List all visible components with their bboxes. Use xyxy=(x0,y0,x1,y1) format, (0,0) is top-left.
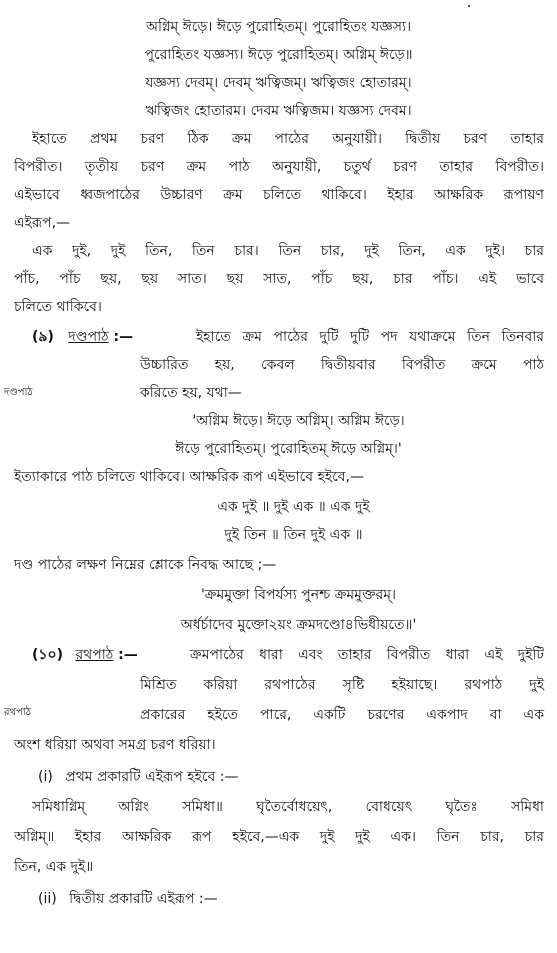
section-9-pattern-1: এক দুই ॥ দুই এক ॥ এক দুই xyxy=(217,499,370,515)
section-9-definition: দণ্ড পাঠের লক্ষণ নিম্নের শ্লোকে নিবদ্ধ আছে ;— xyxy=(14,557,277,573)
para2-line-3: চলিতে থাকিবে। xyxy=(14,299,102,315)
para1-line-1: ইহাতে প্রথম চরণ ঠিক ক্রম পাঠের অনুযায়ী। দ্বিতীয় চরণ তাহার xyxy=(32,131,544,147)
speck xyxy=(468,5,470,7)
section-9-quote-2: ঈড়ে পুরোহিতম্। পুরোহিতম্ ঈড়ে অগ্নিম্।' xyxy=(175,441,402,457)
para2-line-2: পাঁচ, পাঁচ ছয়, ছয় সাত। ছয় সাত, পাঁচ ছয়, চার পাঁচ। এই ভাবে xyxy=(14,271,544,287)
section-9-quote-1: 'অগ্নিম ঈড়ে। ঈড়ে অগ্নিম্। অগ্নিম ঈড়ে। xyxy=(192,413,405,429)
type-1-line-3: তিন, এক দুই॥ xyxy=(14,859,94,875)
section-10-margin-label: রথপাঠ xyxy=(4,707,32,718)
para1-line-2: বিপরীত। তৃতীয় চরণ ক্রম পাঠ অনুযায়ী, চতুর্থ চরণ তাহার বিপরীত। xyxy=(14,159,544,175)
section-9-number: (৯) xyxy=(32,329,54,345)
section-9-term: দণ্ডপাঠ xyxy=(68,329,109,345)
type-1-line-2: অগ্নিম্॥ ইহার আক্ষরিক রূপ হইবে,—এক দুই দুই এক। তিন চার, চার xyxy=(14,829,544,845)
section-10-term: রথপাঠ xyxy=(75,647,114,663)
section-10-number: (১০) xyxy=(32,647,63,663)
type-1-heading xyxy=(38,764,238,790)
section-10-separator: :— xyxy=(113,647,138,663)
para1-line-3: এইভাবে ধ্বজপাঠের উচ্চারণ ক্রম চলিতে থাকিবে। ইহার আক্ষরিক রূপায়ণ xyxy=(14,187,544,203)
section-9-separator: :— xyxy=(108,329,134,345)
type-2-heading xyxy=(38,886,218,912)
mantra-line-3: যজ্ঞস্য দেবম্। দেবম্ ঋত্বিজম্। ঋত্বিজং হোতারম্। xyxy=(145,75,412,91)
type-1-line-1: সমিধাগ্নিম্ অগ্নিং সমিধা॥ ঘৃতৈর্বোধয়েৎ, বোধয়েৎ ঘৃতৈঃ সমিধা xyxy=(32,799,544,815)
type-1-label: (i) xyxy=(38,769,53,785)
section-9-margin-label: দণ্ডপাঠ xyxy=(4,387,33,398)
section-9-pattern-2: দুই তিন ॥ তিন দুই এক ॥ xyxy=(224,527,363,543)
type-2-heading-text: দ্বিতীয় প্রকারটি এইরূপ :— xyxy=(69,891,218,907)
section-9-heading xyxy=(32,324,133,350)
mantra-line-4: ঋত্বিজং হোতারম। দেবম ঋত্বিজম। যজ্ঞস্য দেবম। xyxy=(145,103,412,119)
section-9-sloka-2: অর্ধর্চাদেব মুক্তো২য়ং ক্রমদণ্ডো৪ভিধীয়তে॥' xyxy=(180,617,417,633)
section-9-sloka-1: 'ক্রমমুক্তা বিপর্যস্য পুনশ্চ ক্রমমুক্তরম্। xyxy=(200,587,397,603)
section-9-line-1: ইহাতে ক্রম পাঠের দুটি দুটি পদ যথাক্রমে তিন তিনবার xyxy=(196,329,544,345)
para1-line-4: এইরূপ,— xyxy=(14,215,71,231)
section-9-line-3: করিতে হয়, যথা— xyxy=(140,385,242,401)
section-9-after: ইত্যাকারে পাঠ চলিতে থাকিবে। আক্ষরিক রূপ এইভাবে হইবে,— xyxy=(14,469,364,485)
type-2-label: (ii) xyxy=(38,891,57,907)
mantra-line-2: পুরোহিতং যজ্ঞস্য। ঈড়ে পুরোহিতম্। অগ্নিম্ ঈড়ে॥ xyxy=(144,47,413,63)
section-10-line-1: ক্রমপাঠের ধারা এবং তাহার বিপরীত ধারা এই দুইটি xyxy=(190,647,544,663)
section-10-line-2: মিশ্রিত করিয়া রথপাঠের সৃষ্টি হইয়াছে। রথপাঠ দুই xyxy=(140,677,544,693)
mantra-line-1: অগ্নিম্ ঈড়ে। ঈড়ে পুরোহিতম্। পুরোহিতং যজ্ঞস্য। xyxy=(145,19,412,35)
section-10-line-4: অংশ ধরিয়া অথবা সমগ্র চরণ ধরিয়া। xyxy=(14,737,216,753)
section-10-line-3: প্রকারের হইতে পারে, একটি চরণের একপাদ বা এক xyxy=(140,707,544,723)
type-1-heading-text: প্রথম প্রকারটি এইরূপ হইবে :— xyxy=(65,769,239,785)
para2-line-1: এক দুই, দুই তিন, তিন চার। তিন চার, দুই তিন, এক দুই। চার xyxy=(32,243,544,259)
section-9-line-2: উচ্চারিত হয়, কেবল দ্বিতীয়বার বিপরীত ক্রমে পাঠ xyxy=(140,357,544,373)
section-10-heading xyxy=(32,642,138,668)
